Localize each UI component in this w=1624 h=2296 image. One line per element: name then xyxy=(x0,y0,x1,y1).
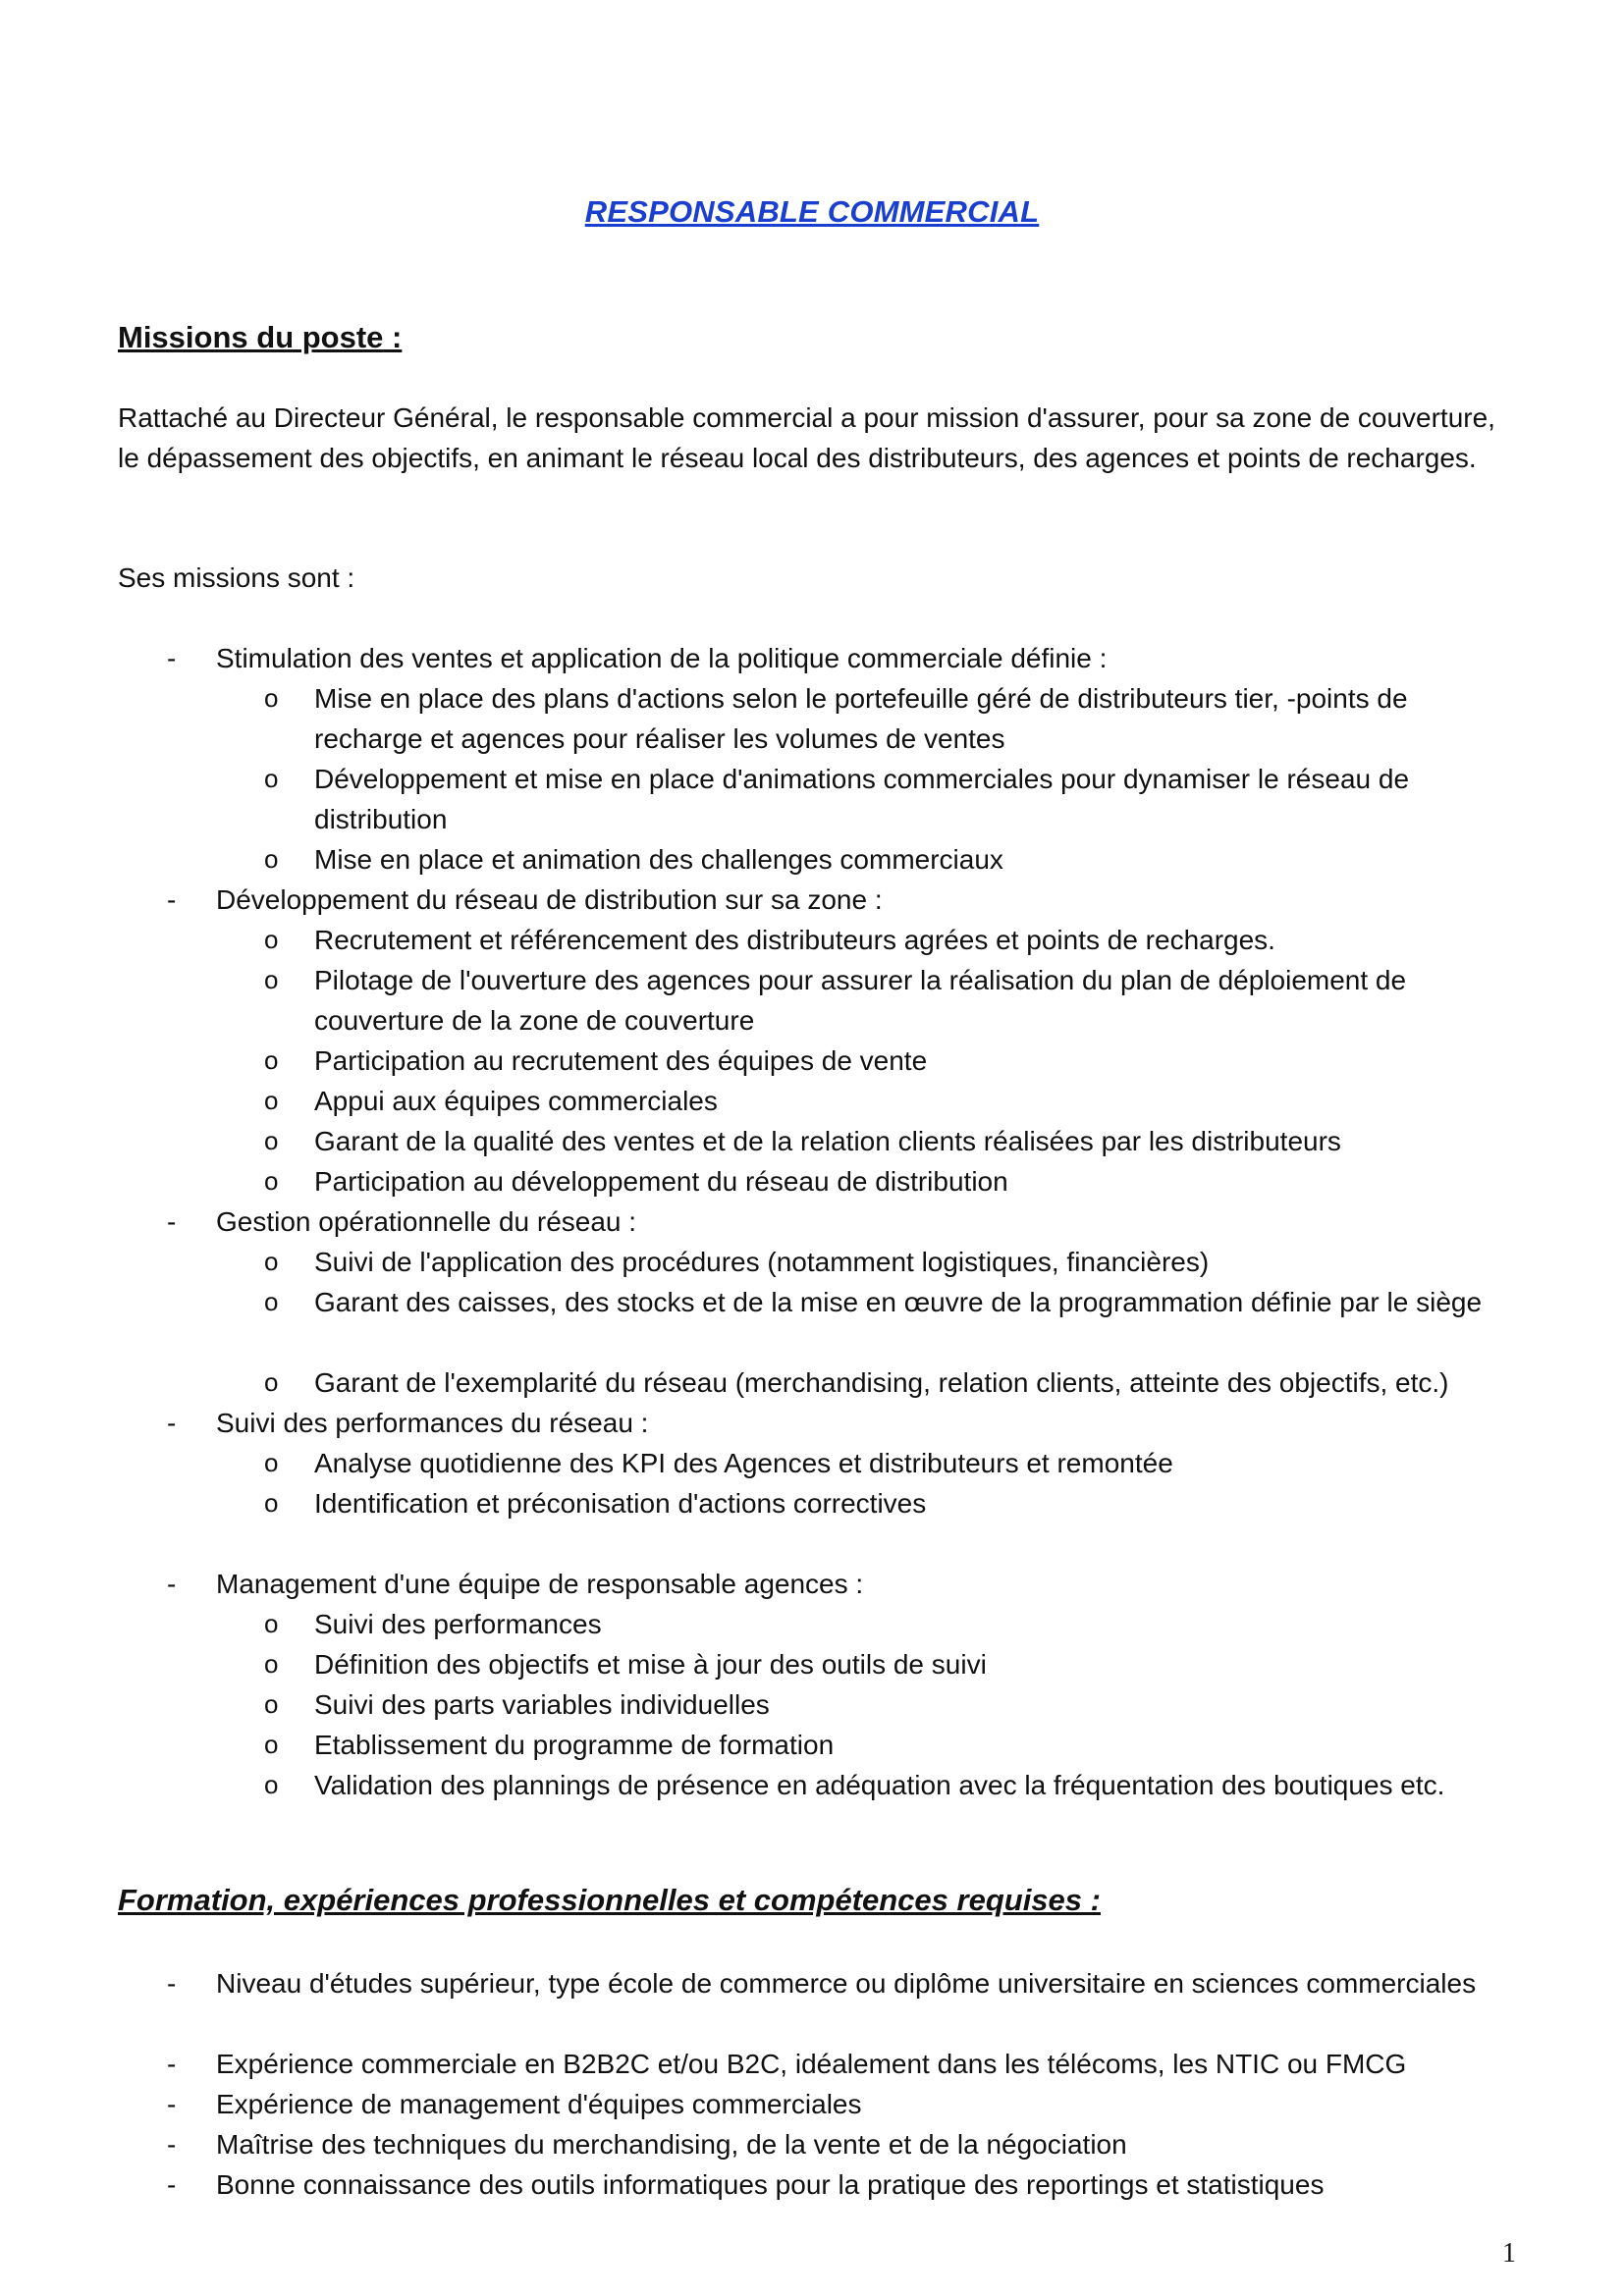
circle-bullet: o xyxy=(264,1045,279,1075)
circle-bullet: o xyxy=(264,965,279,994)
missions-heading xyxy=(118,320,402,355)
dash-bullet: - xyxy=(167,1569,177,1599)
list-item-text: Niveau d'études supérieur, type école de commerce ou diplôme universitaire en sciences commerciales xyxy=(216,1968,1477,1999)
circle-bullet: o xyxy=(264,1488,279,1518)
sub-list-item-text: Mise en place des plans d'actions selon le portefeuille géré de distributeurs tier, -points de recharge et agences pour réaliser les volumes de ventes xyxy=(314,683,1408,754)
sub-list-item-text: Suivi de l'application des procédures (notamment logistiques, financières) xyxy=(314,1247,1210,1277)
circle-bullet: o xyxy=(264,1367,279,1397)
missions-heading-text: Missions du poste xyxy=(118,320,384,354)
sub-list-item-text: Identification et préconisation d'actions correctives xyxy=(314,1488,927,1519)
list-item-text: Maîtrise des techniques du merchandising, de la vente et de la négociation xyxy=(216,2129,1127,2160)
dash-bullet: - xyxy=(167,2089,177,2119)
circle-bullet: o xyxy=(264,1689,279,1719)
list-item-text: Gestion opérationnelle du réseau : xyxy=(216,1206,637,1237)
circle-bullet: o xyxy=(264,925,279,954)
dash-bullet: - xyxy=(167,1206,177,1237)
sub-list-item-text: Garant de l'exemplarité du réseau (merchandising, relation clients, atteinte des objectifs, etc.) xyxy=(314,1367,1449,1398)
dash-bullet: - xyxy=(167,884,177,915)
list-item-text: Management d'une équipe de responsable agences : xyxy=(216,1569,864,1599)
circle-bullet: o xyxy=(264,1649,279,1679)
list-item-text: Développement du réseau de distribution sur sa zone : xyxy=(216,884,883,915)
dash-bullet: - xyxy=(167,2169,177,2200)
circle-bullet: o xyxy=(264,1247,279,1276)
sub-list-item-text: Définition des objectifs et mise à jour des outils de suivi xyxy=(314,1649,987,1680)
circle-bullet: o xyxy=(264,1770,279,1799)
sub-list-item-text: Participation au développement du réseau de distribution xyxy=(314,1166,1008,1197)
list-item-text: Bonne connaissance des outils informatiques pour la pratique des reportings et statistiques xyxy=(216,2169,1325,2200)
list-item-text: Stimulation des ventes et application de la politique commerciale définie : xyxy=(216,643,1108,673)
circle-bullet: o xyxy=(264,1166,279,1196)
page-number: 1 xyxy=(1502,2238,1516,2269)
dash-bullet: - xyxy=(167,2129,177,2160)
dash-bullet: - xyxy=(167,643,177,673)
missions-lead: Ses missions sont : xyxy=(118,562,355,593)
circle-bullet: o xyxy=(264,1287,279,1316)
sub-list-item-text: Développement et mise en place d'animations commerciales pour dynamiser le réseau de distribution xyxy=(314,764,1410,834)
sub-list-item-text: Recrutement et référencement des distributeurs agrées et points de recharges. xyxy=(314,925,1275,955)
circle-bullet: o xyxy=(264,844,279,874)
sub-list-item-text: Validation des plannings de présence en adéquation avec la fréquentation des boutiques etc. xyxy=(314,1770,1445,1800)
sub-list-item-text: Participation au recrutement des équipes de vente xyxy=(314,1045,928,1076)
sub-list-item-text: Appui aux équipes commerciales xyxy=(314,1086,718,1116)
circle-bullet: o xyxy=(264,1448,279,1477)
circle-bullet: o xyxy=(264,1086,279,1115)
formation-heading: Formation, expériences professionnelles et compétences requises : xyxy=(118,1883,1101,1917)
dash-bullet: - xyxy=(167,2049,177,2079)
sub-list-item-text: Analyse quotidienne des KPI des Agences et distributeurs et remontée xyxy=(314,1448,1173,1478)
sub-list-item-text: Etablissement du programme de formation xyxy=(314,1730,835,1760)
list-item-text: Suivi des performances du réseau : xyxy=(216,1408,649,1438)
circle-bullet: o xyxy=(264,683,279,713)
sub-list-item-text: Suivi des performances xyxy=(314,1609,602,1639)
circle-bullet: o xyxy=(264,764,279,793)
sub-list-item-text: Garant des caisses, des stocks et de la mise en œuvre de la programmation définie par le siège xyxy=(314,1287,1483,1317)
dash-bullet: - xyxy=(167,1968,177,1999)
list-item-text: Expérience de management d'équipes commerciales xyxy=(216,2089,862,2119)
sub-list-item-text: Pilotage de l'ouverture des agences pour assurer la réalisation du plan de déploiement de couverture de la zone de couverture xyxy=(314,965,1407,1036)
circle-bullet: o xyxy=(264,1730,279,1759)
missions-heading-colon: : xyxy=(383,320,403,354)
circle-bullet: o xyxy=(264,1126,279,1155)
sub-list-item-text: Mise en place et animation des challenges commerciaux xyxy=(314,844,1003,875)
circle-bullet: o xyxy=(264,1609,279,1638)
page-title: RESPONSABLE COMMERCIAL xyxy=(584,194,1040,229)
sub-list-item-text: Garant de la qualité des ventes et de la relation clients réalisées par les distributeurs xyxy=(314,1126,1341,1156)
missions-intro: Rattaché au Directeur Général, le responsable commercial a pour mission d'assurer, pour sa zone de couverture, le dépassement des objectifs, en animant le réseau local des distributeurs, des agences et points de recharges. xyxy=(118,402,1495,473)
list-item-text: Expérience commerciale en B2B2C et/ou B2C, idéalement dans les télécoms, les NTIC ou FMCG xyxy=(216,2049,1407,2079)
sub-list-item-text: Suivi des parts variables individuelles xyxy=(314,1689,770,1720)
dash-bullet: - xyxy=(167,1408,177,1438)
